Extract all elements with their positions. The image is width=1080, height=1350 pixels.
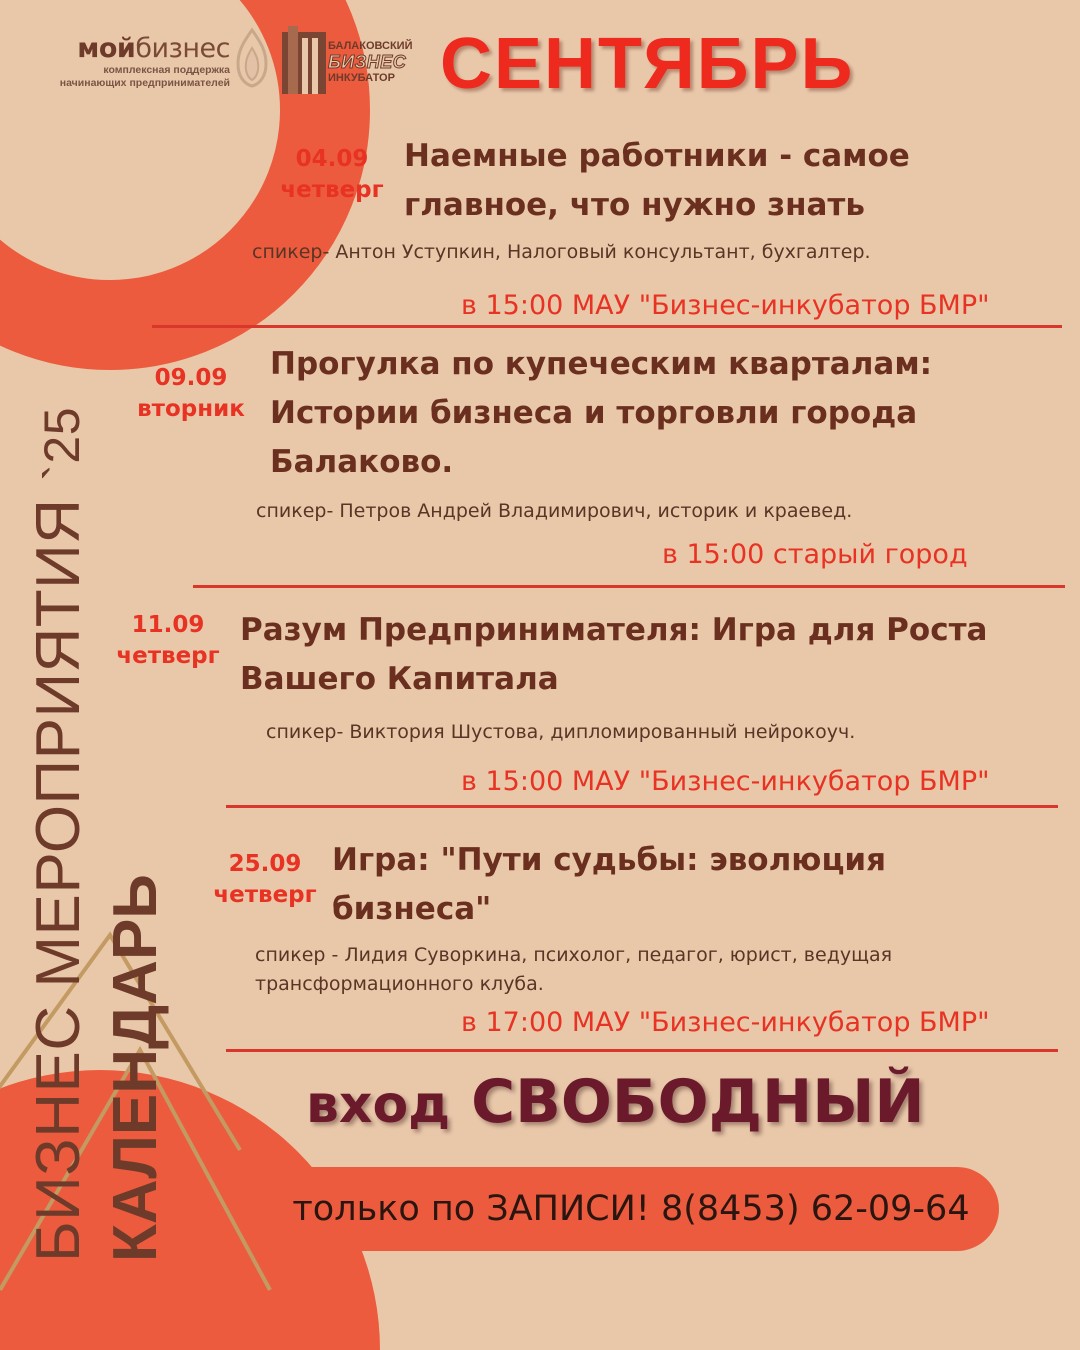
incubator-line1: БАЛАКОВСКИЙ bbox=[328, 40, 413, 52]
event-title-line: Игра: "Пути судьбы: эволюция bbox=[332, 842, 887, 878]
free-entry-banner bbox=[306, 1062, 925, 1145]
month-heading: СЕНТЯБРЬ bbox=[440, 24, 855, 104]
event-weekday: четверг bbox=[213, 882, 317, 908]
free-entry-small: вход bbox=[306, 1075, 451, 1135]
divider-line bbox=[226, 805, 1058, 808]
event-date-block bbox=[268, 144, 396, 206]
event-date: 25.09 bbox=[228, 851, 302, 877]
event-date-block bbox=[200, 849, 330, 911]
event-title bbox=[240, 606, 987, 704]
event-title-line: бизнеса" bbox=[332, 891, 492, 927]
event-time-place: в 15:00 МАУ "Бизнес-инкубатор БМР" bbox=[461, 290, 990, 321]
event-speaker-line: спикер - Лидия Суворкина, психолог, педагог, юрист, ведущая bbox=[255, 944, 893, 966]
event-time-place: в 15:00 МАУ "Бизнес-инкубатор БМР" bbox=[461, 766, 990, 797]
event-time-place: в 15:00 старый город bbox=[662, 539, 968, 570]
event-weekday: четверг bbox=[116, 643, 220, 669]
event-title-line: Балаково. bbox=[270, 444, 454, 480]
event-speaker: спикер- Петров Андрей Владимирович, историк и краевед. bbox=[256, 500, 853, 522]
event-date-block bbox=[126, 363, 256, 425]
event-title-line: Наемные работники - самое bbox=[404, 138, 910, 174]
incubator-logo-text bbox=[328, 40, 413, 85]
side-year: `25 bbox=[34, 406, 90, 481]
event-date: 09.09 bbox=[154, 365, 228, 391]
event-title-line: Истории бизнеса и торговли города bbox=[270, 395, 918, 431]
incubator-line2: БИЗНЕС bbox=[328, 52, 407, 72]
event-speaker: спикер- Виктория Шустова, дипломированный нейрокоуч. bbox=[266, 721, 856, 743]
event-title-line: Вашего Капитала bbox=[240, 661, 559, 697]
event-weekday: вторник bbox=[137, 396, 245, 422]
logo-tagline-2: начинающих предпринимателей bbox=[59, 77, 230, 89]
signup-text: только по ЗАПИСИ! 8(8453) 62-09-64 bbox=[292, 1189, 970, 1229]
side-line2: КАЛЕНДАРЬ bbox=[101, 874, 170, 1262]
event-title-line: главное, что нужно знать bbox=[404, 187, 865, 223]
side-vertical-title bbox=[22, 407, 173, 1262]
event-date-block bbox=[110, 610, 226, 672]
logo-tagline-1: комплексная поддержка bbox=[103, 64, 230, 76]
divider-line bbox=[193, 585, 1065, 588]
logo-brand-bold: мой bbox=[77, 33, 136, 64]
free-entry-big: СВОБОДНЫЙ bbox=[471, 1067, 925, 1137]
side-line1: БИЗНЕС МЕРОПРИЯТИЯ bbox=[24, 498, 93, 1262]
incubator-line3: ИНКУБАТОР bbox=[328, 72, 395, 84]
event-speaker-line: трансформационного клуба. bbox=[255, 973, 544, 995]
event-title bbox=[404, 132, 910, 230]
event-title bbox=[332, 836, 886, 934]
signup-pill[interactable] bbox=[263, 1167, 999, 1251]
divider-line bbox=[152, 325, 1062, 328]
event-weekday: четверг bbox=[280, 177, 384, 203]
event-date: 11.09 bbox=[131, 612, 205, 638]
event-speaker: спикер- Антон Уступкин, Налоговый консультант, бухгалтер. bbox=[252, 241, 871, 263]
event-date: 04.09 bbox=[295, 146, 369, 172]
moy-biznes-logo bbox=[20, 34, 230, 90]
event-title-line: Прогулка по купеческим кварталам: bbox=[270, 346, 933, 382]
event-speaker bbox=[255, 941, 892, 999]
event-title-line: Разум Предпринимателя: Игра для Роста bbox=[240, 612, 988, 648]
logo-brand-rest: бизнес bbox=[135, 33, 230, 64]
event-title bbox=[270, 340, 932, 487]
flame-emblem-icon bbox=[232, 26, 272, 90]
divider-line bbox=[226, 1049, 1058, 1052]
event-time-place: в 17:00 МАУ "Бизнес-инкубатор БМР" bbox=[461, 1007, 990, 1038]
